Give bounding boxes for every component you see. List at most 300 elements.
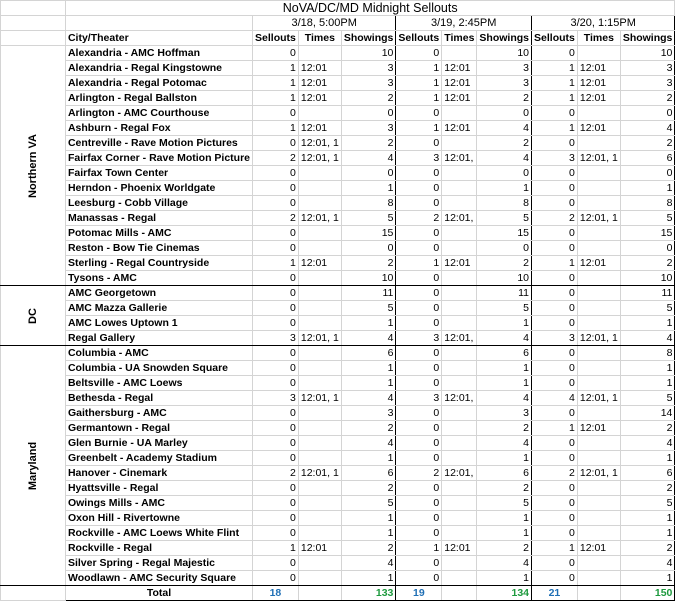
total-showings[interactable]: 133 [341,586,396,601]
sellouts-cell[interactable]: 0 [396,376,442,391]
times-cell[interactable]: 12:01 [442,76,477,91]
times-cell[interactable] [577,481,620,496]
sellouts-cell[interactable]: 2 [253,211,299,226]
showings-cell[interactable]: 2 [620,91,675,106]
times-cell[interactable] [298,526,341,541]
times-cell[interactable] [298,316,341,331]
city-header[interactable]: City/Theater [65,31,252,46]
times-cell[interactable] [298,511,341,526]
sellouts-cell[interactable]: 2 [532,466,578,481]
sellouts-cell[interactable]: 0 [396,361,442,376]
sellouts-cell[interactable]: 0 [253,196,299,211]
times-cell[interactable] [442,421,477,436]
times-cell[interactable] [298,556,341,571]
total-showings[interactable]: 134 [477,586,532,601]
times-cell[interactable]: 12:01 [298,76,341,91]
sellouts-cell[interactable]: 0 [253,346,299,361]
showings-cell[interactable]: 6 [620,151,675,166]
sellouts-cell[interactable]: 1 [532,256,578,271]
sellouts-cell[interactable]: 0 [253,301,299,316]
showings-cell[interactable]: 1 [477,511,532,526]
sellouts-cell[interactable]: 1 [532,421,578,436]
showings-cell[interactable]: 10 [341,46,396,61]
showings-cell[interactable]: 3 [620,61,675,76]
showings-cell[interactable]: 2 [341,421,396,436]
sellouts-cell[interactable]: 0 [532,346,578,361]
times-cell[interactable]: 12:01 [577,91,620,106]
date-header[interactable]: 3/19, 2:45PM [396,16,532,31]
showings-cell[interactable]: 2 [341,481,396,496]
sellouts-cell[interactable]: 0 [253,316,299,331]
sellouts-cell[interactable]: 0 [396,271,442,286]
times-cell[interactable]: 12:01, [442,211,477,226]
sellouts-cell[interactable]: 0 [532,406,578,421]
times-cell[interactable] [442,316,477,331]
theater-name[interactable]: Rockville - Regal [65,541,252,556]
times-cell[interactable]: 12:01, [442,466,477,481]
times-cell[interactable]: 12:01 [442,121,477,136]
times-cell[interactable]: 12:01 [298,256,341,271]
showings-cell[interactable]: 4 [341,331,396,346]
times-cell[interactable] [442,361,477,376]
showings-cell[interactable]: 4 [477,151,532,166]
times-cell[interactable] [298,286,341,301]
showings-cell[interactable]: 2 [341,541,396,556]
theater-name[interactable]: Hanover - Cinemark [65,466,252,481]
showings-cell[interactable]: 0 [477,106,532,121]
total-showings[interactable]: 150 [620,586,675,601]
sellouts-cell[interactable]: 0 [396,106,442,121]
sellouts-cell[interactable]: 0 [396,46,442,61]
showings-cell[interactable]: 1 [341,361,396,376]
times-cell[interactable] [577,226,620,241]
sellouts-cell[interactable]: 0 [396,571,442,586]
sellouts-cell[interactable]: 3 [532,151,578,166]
sellouts-cell[interactable]: 0 [396,196,442,211]
sellouts-cell[interactable]: 0 [532,166,578,181]
theater-name[interactable]: Ashburn - Regal Fox [65,121,252,136]
showings-cell[interactable]: 1 [477,361,532,376]
sellouts-cell[interactable]: 0 [253,226,299,241]
sellouts-cell[interactable]: 1 [532,121,578,136]
showings-cell[interactable]: 10 [620,271,675,286]
total-times[interactable] [298,586,341,601]
showings-cell[interactable]: 2 [341,136,396,151]
sellouts-cell[interactable]: 0 [532,316,578,331]
times-cell[interactable] [442,556,477,571]
sellouts-cell[interactable]: 0 [532,106,578,121]
showings-cell[interactable]: 4 [620,331,675,346]
showings-cell[interactable]: 1 [341,451,396,466]
showings-cell[interactable]: 8 [620,196,675,211]
showings-cell[interactable]: 1 [341,571,396,586]
showings-cell[interactable]: 4 [341,391,396,406]
times-cell[interactable] [577,571,620,586]
showings-cell[interactable]: 6 [341,466,396,481]
showings-cell[interactable]: 15 [620,226,675,241]
sellouts-cell[interactable]: 0 [396,496,442,511]
region-label[interactable] [1,46,66,286]
showings-cell[interactable]: 1 [341,526,396,541]
sellouts-cell[interactable]: 3 [253,331,299,346]
times-cell[interactable]: 12:01 [298,541,341,556]
sellouts-cell[interactable]: 0 [253,166,299,181]
sellouts-header[interactable]: Sellouts [253,31,299,46]
showings-cell[interactable]: 0 [341,106,396,121]
showings-cell[interactable]: 1 [620,526,675,541]
times-cell[interactable] [577,136,620,151]
showings-cell[interactable]: 0 [477,166,532,181]
times-cell[interactable]: 12:01 [577,421,620,436]
theater-name[interactable]: Tysons - AMC [65,271,252,286]
theater-name[interactable]: Bethesda - Regal [65,391,252,406]
showings-cell[interactable]: 5 [620,496,675,511]
sellouts-cell[interactable]: 0 [253,106,299,121]
theater-name[interactable]: Fairfax Town Center [65,166,252,181]
showings-cell[interactable]: 11 [477,286,532,301]
sellouts-cell[interactable]: 0 [396,511,442,526]
showings-cell[interactable]: 8 [620,346,675,361]
showings-cell[interactable]: 1 [477,526,532,541]
showings-cell[interactable]: 0 [620,106,675,121]
showings-cell[interactable]: 5 [620,211,675,226]
showings-cell[interactable]: 4 [477,436,532,451]
sellouts-cell[interactable]: 0 [253,556,299,571]
sellouts-cell[interactable]: 0 [396,451,442,466]
times-cell[interactable] [442,226,477,241]
showings-cell[interactable]: 1 [477,451,532,466]
sellouts-cell[interactable]: 0 [532,226,578,241]
times-cell[interactable]: 12:01, 1 [577,211,620,226]
region-label[interactable] [1,286,66,346]
sellouts-cell[interactable]: 3 [396,331,442,346]
sellouts-cell[interactable]: 1 [532,91,578,106]
sellouts-cell[interactable]: 1 [253,256,299,271]
theater-name[interactable]: Arlington - AMC Courthouse [65,106,252,121]
theater-name[interactable]: Alexandria - AMC Hoffman [65,46,252,61]
times-cell[interactable] [442,436,477,451]
times-header[interactable]: Times [442,31,477,46]
theater-name[interactable]: Beltsville - AMC Loews [65,376,252,391]
sellouts-cell[interactable]: 0 [532,361,578,376]
theater-name[interactable]: Sterling - Regal Countryside [65,256,252,271]
sellouts-cell[interactable]: 2 [396,211,442,226]
theater-name[interactable]: Hyattsville - Regal [65,481,252,496]
showings-cell[interactable]: 1 [477,376,532,391]
sellouts-cell[interactable]: 0 [396,346,442,361]
times-cell[interactable]: 12:01 [577,61,620,76]
sellouts-cell[interactable]: 0 [253,286,299,301]
times-cell[interactable] [442,271,477,286]
showings-cell[interactable]: 10 [477,46,532,61]
showings-cell[interactable]: 1 [620,361,675,376]
sellouts-cell[interactable]: 0 [532,46,578,61]
showings-cell[interactable]: 1 [477,316,532,331]
theater-name[interactable]: Greenbelt - Academy Stadium [65,451,252,466]
sellouts-cell[interactable]: 0 [396,316,442,331]
showings-cell[interactable]: 2 [620,421,675,436]
showings-cell[interactable]: 3 [477,406,532,421]
showings-cell[interactable]: 2 [477,421,532,436]
theater-name[interactable]: AMC Georgetown [65,286,252,301]
sellouts-cell[interactable]: 3 [396,151,442,166]
total-times[interactable] [442,586,477,601]
times-cell[interactable] [298,226,341,241]
times-cell[interactable] [577,181,620,196]
sellouts-cell[interactable]: 0 [396,406,442,421]
times-cell[interactable] [442,406,477,421]
showings-cell[interactable]: 1 [341,181,396,196]
showings-cell[interactable]: 11 [341,286,396,301]
times-cell[interactable] [577,511,620,526]
showings-cell[interactable]: 6 [620,466,675,481]
sellouts-cell[interactable]: 1 [396,91,442,106]
theater-name[interactable]: Oxon Hill - Rivertowne [65,511,252,526]
sellouts-cell[interactable]: 1 [253,541,299,556]
sellouts-cell[interactable]: 0 [532,241,578,256]
showings-cell[interactable]: 5 [620,301,675,316]
theater-name[interactable]: Alexandria - Regal Kingstowne [65,61,252,76]
showings-cell[interactable]: 3 [341,406,396,421]
times-cell[interactable] [298,166,341,181]
showings-cell[interactable]: 5 [341,211,396,226]
showings-cell[interactable]: 5 [341,496,396,511]
times-cell[interactable]: 12:01, 1 [298,136,341,151]
sellouts-cell[interactable]: 0 [253,451,299,466]
theater-name[interactable]: AMC Lowes Uptown 1 [65,316,252,331]
times-cell[interactable] [298,421,341,436]
sheet-title[interactable]: NoVA/DC/MD Midnight Sellouts [65,1,674,16]
showings-cell[interactable]: 5 [477,496,532,511]
showings-cell[interactable]: 1 [620,181,675,196]
showings-cell[interactable]: 2 [341,91,396,106]
times-cell[interactable]: 12:01 [442,541,477,556]
times-cell[interactable] [577,406,620,421]
sellouts-cell[interactable]: 0 [253,436,299,451]
times-cell[interactable] [442,166,477,181]
times-cell[interactable] [442,496,477,511]
times-cell[interactable] [298,181,341,196]
sellouts-cell[interactable]: 1 [253,76,299,91]
times-cell[interactable] [442,46,477,61]
times-cell[interactable] [577,451,620,466]
times-cell[interactable] [298,436,341,451]
showings-cell[interactable]: 2 [477,256,532,271]
showings-cell[interactable]: 5 [477,211,532,226]
sellouts-cell[interactable]: 0 [253,241,299,256]
sellouts-cell[interactable]: 0 [396,301,442,316]
sellouts-cell[interactable]: 1 [532,541,578,556]
times-cell[interactable]: 12:01 [442,256,477,271]
showings-header[interactable]: Showings [341,31,396,46]
showings-cell[interactable]: 15 [477,226,532,241]
sellouts-cell[interactable]: 1 [396,61,442,76]
showings-cell[interactable]: 0 [620,241,675,256]
theater-name[interactable]: Arlington - Regal Ballston [65,91,252,106]
showings-cell[interactable]: 4 [477,121,532,136]
sellouts-cell[interactable]: 0 [253,421,299,436]
showings-cell[interactable]: 1 [341,316,396,331]
sellouts-header[interactable]: Sellouts [532,31,578,46]
sellouts-cell[interactable]: 0 [396,241,442,256]
theater-name[interactable]: Regal Gallery [65,331,252,346]
times-cell[interactable]: 12:01, 1 [298,391,341,406]
sellouts-cell[interactable]: 0 [532,286,578,301]
sellouts-cell[interactable]: 1 [532,61,578,76]
sellouts-cell[interactable]: 0 [532,271,578,286]
times-cell[interactable] [442,481,477,496]
showings-cell[interactable]: 4 [620,121,675,136]
times-cell[interactable]: 12:01, 1 [577,391,620,406]
showings-cell[interactable]: 4 [620,436,675,451]
times-cell[interactable] [298,46,341,61]
sellouts-cell[interactable]: 0 [532,301,578,316]
times-cell[interactable]: 12:01, [442,151,477,166]
showings-cell[interactable]: 4 [341,556,396,571]
times-cell[interactable] [442,526,477,541]
theater-name[interactable]: Reston - Bow Tie Cinemas [65,241,252,256]
sellouts-cell[interactable]: 0 [396,226,442,241]
total-sellouts[interactable]: 21 [532,586,578,601]
times-cell[interactable] [442,286,477,301]
total-sellouts[interactable]: 18 [253,586,299,601]
sellouts-cell[interactable]: 2 [253,151,299,166]
showings-cell[interactable]: 6 [477,466,532,481]
showings-cell[interactable]: 0 [620,166,675,181]
theater-name[interactable]: Leesburg - Cobb Village [65,196,252,211]
times-cell[interactable] [577,436,620,451]
theater-name[interactable]: Gaithersburg - AMC [65,406,252,421]
times-cell[interactable] [298,571,341,586]
showings-cell[interactable]: 3 [341,76,396,91]
times-cell[interactable]: 12:01 [577,76,620,91]
sellouts-cell[interactable]: 0 [253,376,299,391]
sellouts-cell[interactable]: 0 [253,481,299,496]
showings-cell[interactable]: 4 [620,556,675,571]
showings-cell[interactable]: 0 [341,241,396,256]
showings-cell[interactable]: 1 [341,376,396,391]
showings-cell[interactable]: 8 [477,196,532,211]
sellouts-cell[interactable]: 3 [396,391,442,406]
sellouts-cell[interactable]: 0 [532,511,578,526]
theater-name[interactable]: Fairfax Corner - Rave Motion Picture [65,151,252,166]
showings-cell[interactable]: 10 [620,46,675,61]
showings-header[interactable]: Showings [620,31,675,46]
showings-cell[interactable]: 2 [477,136,532,151]
sellouts-cell[interactable]: 0 [532,181,578,196]
theater-name[interactable]: Owings Mills - AMC [65,496,252,511]
sellouts-header[interactable]: Sellouts [396,31,442,46]
times-cell[interactable]: 12:01, [442,391,477,406]
sellouts-cell[interactable]: 0 [396,166,442,181]
showings-cell[interactable]: 8 [341,196,396,211]
theater-name[interactable]: AMC Mazza Gallerie [65,301,252,316]
showings-cell[interactable]: 6 [477,346,532,361]
theater-name[interactable]: Germantown - Regal [65,421,252,436]
times-cell[interactable]: 12:01 [577,121,620,136]
showings-cell[interactable]: 11 [620,286,675,301]
times-cell[interactable]: 12:01 [577,256,620,271]
showings-cell[interactable]: 4 [477,331,532,346]
theater-name[interactable]: Columbia - AMC [65,346,252,361]
region-label[interactable] [1,346,66,586]
sellouts-cell[interactable]: 0 [253,181,299,196]
times-cell[interactable]: 12:01, 1 [298,151,341,166]
sellouts-cell[interactable]: 1 [396,541,442,556]
times-cell[interactable] [577,346,620,361]
sellouts-cell[interactable]: 0 [532,436,578,451]
showings-cell[interactable]: 1 [477,181,532,196]
showings-cell[interactable]: 2 [620,256,675,271]
showings-cell[interactable]: 1 [620,451,675,466]
sellouts-cell[interactable]: 0 [532,526,578,541]
showings-cell[interactable]: 15 [341,226,396,241]
times-cell[interactable] [442,136,477,151]
sellouts-cell[interactable]: 0 [396,181,442,196]
sellouts-cell[interactable]: 0 [532,571,578,586]
times-cell[interactable]: 12:01 [298,61,341,76]
sellouts-cell[interactable]: 0 [396,526,442,541]
sellouts-cell[interactable]: 0 [253,511,299,526]
times-cell[interactable] [577,271,620,286]
showings-cell[interactable]: 1 [341,511,396,526]
times-cell[interactable] [298,481,341,496]
showings-cell[interactable]: 0 [341,166,396,181]
sellouts-cell[interactable]: 0 [396,136,442,151]
times-cell[interactable] [298,361,341,376]
times-cell[interactable] [577,556,620,571]
times-cell[interactable]: 12:01, 1 [298,211,341,226]
date-header[interactable]: 3/20, 1:15PM [532,16,675,31]
times-cell[interactable]: 12:01, 1 [298,466,341,481]
times-cell[interactable]: 12:01 [577,541,620,556]
sellouts-cell[interactable]: 1 [253,121,299,136]
sellouts-cell[interactable]: 0 [253,271,299,286]
times-cell[interactable] [577,301,620,316]
times-cell[interactable] [298,376,341,391]
times-cell[interactable] [298,106,341,121]
sellouts-cell[interactable]: 1 [396,76,442,91]
theater-name[interactable]: Glen Burnie - UA Marley [65,436,252,451]
times-cell[interactable] [577,241,620,256]
showings-cell[interactable]: 2 [620,541,675,556]
times-cell[interactable] [298,301,341,316]
times-cell[interactable] [442,106,477,121]
showings-cell[interactable]: 1 [620,376,675,391]
sellouts-cell[interactable]: 0 [396,556,442,571]
showings-cell[interactable]: 1 [477,571,532,586]
sellouts-cell[interactable]: 0 [396,436,442,451]
times-cell[interactable] [577,286,620,301]
sellouts-cell[interactable]: 3 [253,391,299,406]
showings-cell[interactable]: 2 [477,541,532,556]
showings-cell[interactable]: 4 [341,436,396,451]
showings-cell[interactable]: 0 [477,241,532,256]
times-cell[interactable] [577,196,620,211]
showings-cell[interactable]: 5 [341,301,396,316]
sellouts-cell[interactable]: 0 [532,481,578,496]
times-cell[interactable] [442,181,477,196]
sellouts-cell[interactable]: 4 [532,391,578,406]
times-cell[interactable] [577,46,620,61]
showings-cell[interactable]: 1 [620,511,675,526]
total-times[interactable] [577,586,620,601]
showings-cell[interactable]: 5 [477,301,532,316]
sellouts-cell[interactable]: 0 [532,136,578,151]
sellouts-cell[interactable]: 0 [532,196,578,211]
date-header[interactable]: 3/18, 5:00PM [253,16,396,31]
showings-cell[interactable]: 1 [620,571,675,586]
